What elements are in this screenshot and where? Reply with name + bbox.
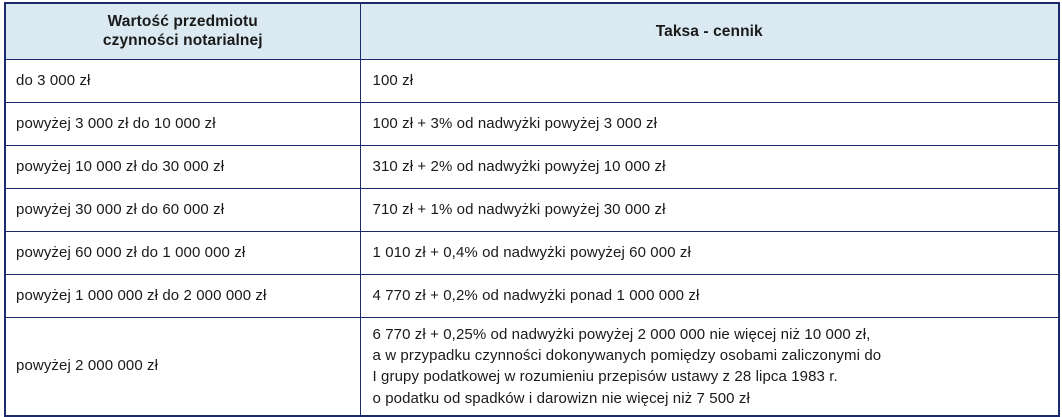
cell-value: powyżej 10 000 zł do 30 000 zł xyxy=(5,145,360,188)
cell-fee xyxy=(360,317,1059,416)
notary-fee-table xyxy=(4,2,1060,417)
column-header-fee: Taksa - cennik xyxy=(360,3,1059,59)
table-row xyxy=(5,188,1059,231)
cell-fee: 4 770 zł + 0,2% od nadwyżki ponad 1 000 000 zł xyxy=(360,274,1059,317)
cell-fee: 1 010 zł + 0,4% od nadwyżki powyżej 60 000 zł xyxy=(360,231,1059,274)
cell-fee: 100 zł + 3% od nadwyżki powyżej 3 000 zł xyxy=(360,102,1059,145)
table-row xyxy=(5,145,1059,188)
column-header-value xyxy=(5,3,360,59)
cell-fee: 310 zł + 2% od nadwyżki powyżej 10 000 zł xyxy=(360,145,1059,188)
cell-value: powyżej 3 000 zł do 10 000 zł xyxy=(5,102,360,145)
cell-value: powyżej 2 000 000 zł xyxy=(5,317,360,416)
table-row xyxy=(5,102,1059,145)
cell-fee: 100 zł xyxy=(360,59,1059,102)
column-header-value-line1: Wartość przedmiotu xyxy=(107,13,258,30)
table-body xyxy=(5,59,1059,416)
cell-value: powyżej 1 000 000 zł do 2 000 000 zł xyxy=(5,274,360,317)
cell-fee: 710 zł + 1% od nadwyżki powyżej 30 000 zł xyxy=(360,188,1059,231)
table-row xyxy=(5,231,1059,274)
cell-value: do 3 000 zł xyxy=(5,59,360,102)
cell-fee-line: I grupy podatkowej w rozumieniu przepisów ustawy z 28 lipca 1983 r. xyxy=(372,368,838,386)
cell-value: powyżej 60 000 zł do 1 000 000 zł xyxy=(5,231,360,274)
table-header xyxy=(5,3,1059,59)
column-header-value-line2: czynności notarialnej xyxy=(102,32,263,50)
table-header-row xyxy=(5,3,1059,59)
table-row xyxy=(5,59,1059,102)
table-row xyxy=(5,274,1059,317)
table-row xyxy=(5,317,1059,416)
cell-fee-line: 6 770 zł + 0,25% od nadwyżki powyżej 2 000 000 nie więcej niż 10 000 zł, xyxy=(372,325,871,343)
cell-fee-line: a w przypadku czynności dokonywanych pomiędzy osobami zaliczonymi do xyxy=(372,347,882,365)
cell-fee-line: o podatku od spadków i darowizn nie więcej niż 7 500 zł xyxy=(372,389,750,407)
cell-value: powyżej 30 000 zł do 60 000 zł xyxy=(5,188,360,231)
